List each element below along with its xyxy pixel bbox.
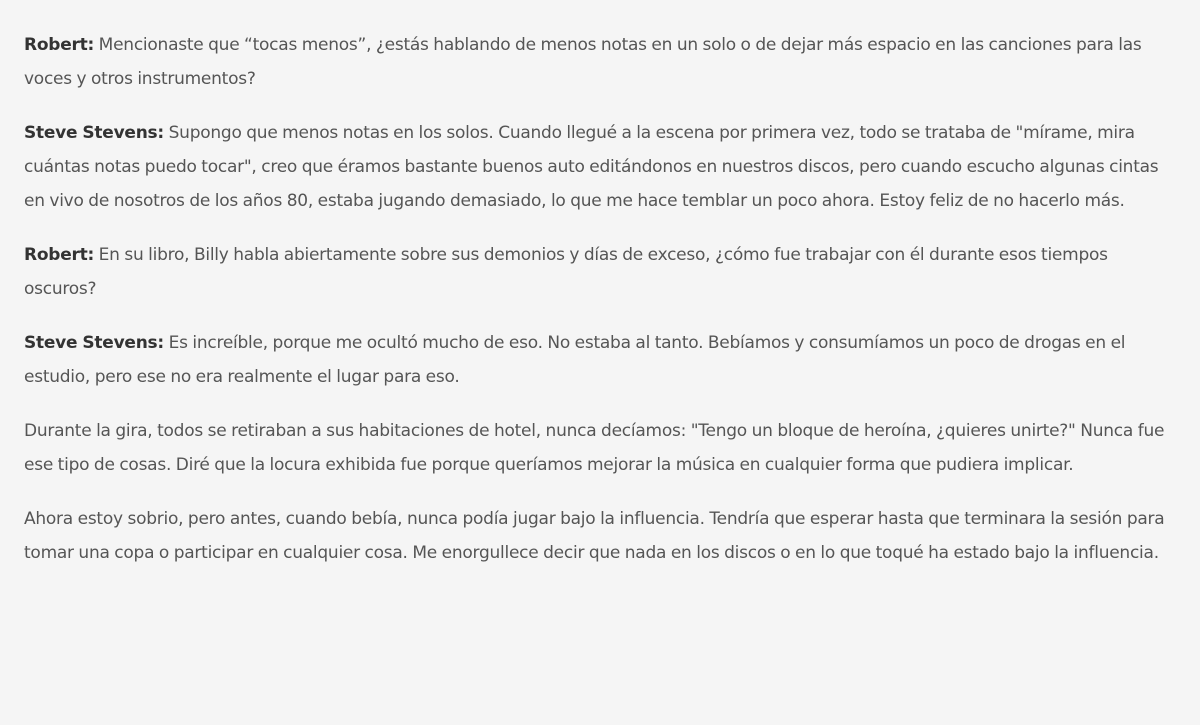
paragraph-text: Supongo que menos notas en los solos. Cuando llegué a la escena por primera vez, todo se trataba de "mírame, mira cuántas notas puedo tocar", creo que éramos bastante buenos auto editándonos en nuestros discos, pero cuando escucho algunas cintas en vivo de nosotros de los años 80, estaba jugando demasiado, lo que me hace temblar un poco ahora. Estoy feliz de no hacerlo más.: [24, 123, 1159, 211]
interview-paragraph: [24, 502, 1178, 570]
speaker-name: Steve Stevens:: [24, 333, 164, 353]
interview-paragraph: [24, 326, 1178, 394]
paragraph-text: Ahora estoy sobrio, pero antes, cuando bebía, nunca podía jugar bajo la influencia. Tendría que esperar hasta que terminara la sesión para tomar una copa o participar en cualquier cosa. Me enorgullece decir que nada en los discos o en lo que toqué ha estado bajo la influencia.: [24, 509, 1165, 563]
speaker-name: Robert:: [24, 35, 95, 55]
paragraph-text: Mencionaste que “tocas menos”, ¿estás hablando de menos notas en un solo o de dejar más espacio en las canciones para las voces y otros instrumentos?: [24, 35, 1142, 89]
interview-paragraph: [24, 414, 1178, 482]
interview-paragraph: [24, 28, 1178, 96]
paragraph-text: En su libro, Billy habla abiertamente sobre sus demonios y días de exceso, ¿cómo fue trabajar con él durante esos tiempos oscuros?: [24, 245, 1108, 299]
paragraph-text: Durante la gira, todos se retiraban a sus habitaciones de hotel, nunca decíamos: "Tengo un bloque de heroína, ¿quieres unirte?" Nunca fue ese tipo de cosas. Diré que la locura exhibida fue porque queríamos mejorar la música en cualquier forma que pudiera implicar.: [24, 421, 1165, 475]
speaker-name: Robert:: [24, 245, 95, 265]
interview-paragraph: [24, 116, 1178, 218]
paragraph-text: Es increíble, porque me ocultó mucho de eso. No estaba al tanto. Bebíamos y consumíamos un poco de drogas en el estudio, pero ese no era realmente el lugar para eso.: [24, 333, 1126, 387]
speaker-name: Steve Stevens:: [24, 123, 164, 143]
interview-paragraph: [24, 238, 1178, 306]
